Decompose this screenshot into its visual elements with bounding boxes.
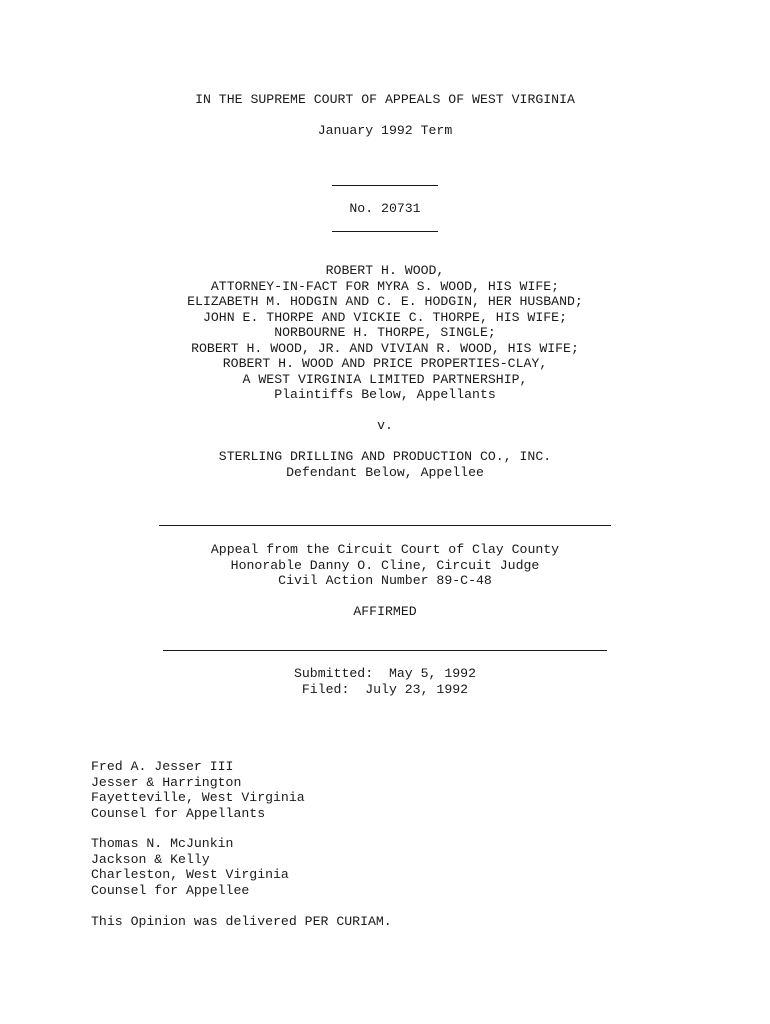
counsel-appellants-line: Counsel for Appellants bbox=[91, 805, 266, 821]
filed-date: Filed: July 23, 1992 bbox=[301, 681, 469, 697]
section-rule-top bbox=[159, 525, 611, 526]
plaintiff-line: ROBERT H. WOOD, JR. AND VIVIAN R. WOOD, HIS WIFE; bbox=[191, 340, 579, 356]
plaintiff-line: JOHN E. THORPE AND VICKIE C. THORPE, HIS WIFE; bbox=[202, 309, 568, 325]
appeal-line: Civil Action Number 89-C-48 bbox=[278, 573, 492, 588]
versus: v. bbox=[377, 418, 393, 433]
plaintiff-line: NORBOURNE H. THORPE, SINGLE; bbox=[274, 325, 496, 340]
counsel-appellants-line: Fred A. Jesser III bbox=[91, 759, 234, 774]
defendant-name: STERLING DRILLING AND PRODUCTION CO., INC. bbox=[218, 449, 552, 464]
docket-rule-bottom bbox=[332, 231, 438, 232]
counsel-appellants-line: Jesser & Harrington bbox=[91, 774, 242, 790]
appeal-line: Honorable Danny O. Cline, Circuit Judge bbox=[230, 557, 540, 573]
plaintiff-line: ROBERT H. WOOD AND PRICE PROPERTIES-CLAY, bbox=[222, 356, 548, 371]
submitted-date: Submitted: May 5, 1992 bbox=[293, 666, 477, 681]
plaintiff-line: ATTORNEY-IN-FACT FOR MYRA S. WOOD, HIS WIFE; bbox=[210, 278, 560, 294]
disposition: AFFIRMED bbox=[353, 604, 417, 619]
defendant-role: Defendant Below, Appellee bbox=[286, 464, 484, 480]
counsel-appellants-line: Fayetteville, West Virginia bbox=[91, 790, 305, 805]
counsel-appellee-line: Thomas N. McJunkin bbox=[91, 836, 234, 851]
term-heading: January 1992 Term bbox=[317, 123, 453, 138]
counsel-appellee-line: Counsel for Appellee bbox=[91, 882, 250, 898]
opinion-note: This Opinion was delivered PER CURIAM. bbox=[91, 914, 392, 929]
appeal-line: Appeal from the Circuit Court of Clay County bbox=[210, 542, 560, 557]
section-rule-bottom bbox=[163, 650, 607, 651]
plaintiff-line: A WEST VIRGINIA LIMITED PARTNERSHIP, bbox=[242, 371, 528, 387]
plaintiff-line: ROBERT H. WOOD, bbox=[325, 263, 445, 278]
court-heading: IN THE SUPREME COURT OF APPEALS OF WEST VIRGINIA bbox=[195, 92, 575, 107]
plaintiff-role: Plaintiffs Below, Appellants bbox=[274, 387, 496, 402]
plaintiff-line: ELIZABETH M. HODGIN AND C. E. HODGIN, HER HUSBAND; bbox=[187, 294, 583, 309]
docket-number: No. 20731 bbox=[349, 201, 421, 216]
counsel-appellee-line: Charleston, West Virginia bbox=[91, 867, 289, 882]
docket-rule-top bbox=[332, 185, 438, 186]
counsel-appellee-line: Jackson & Kelly bbox=[91, 851, 210, 867]
